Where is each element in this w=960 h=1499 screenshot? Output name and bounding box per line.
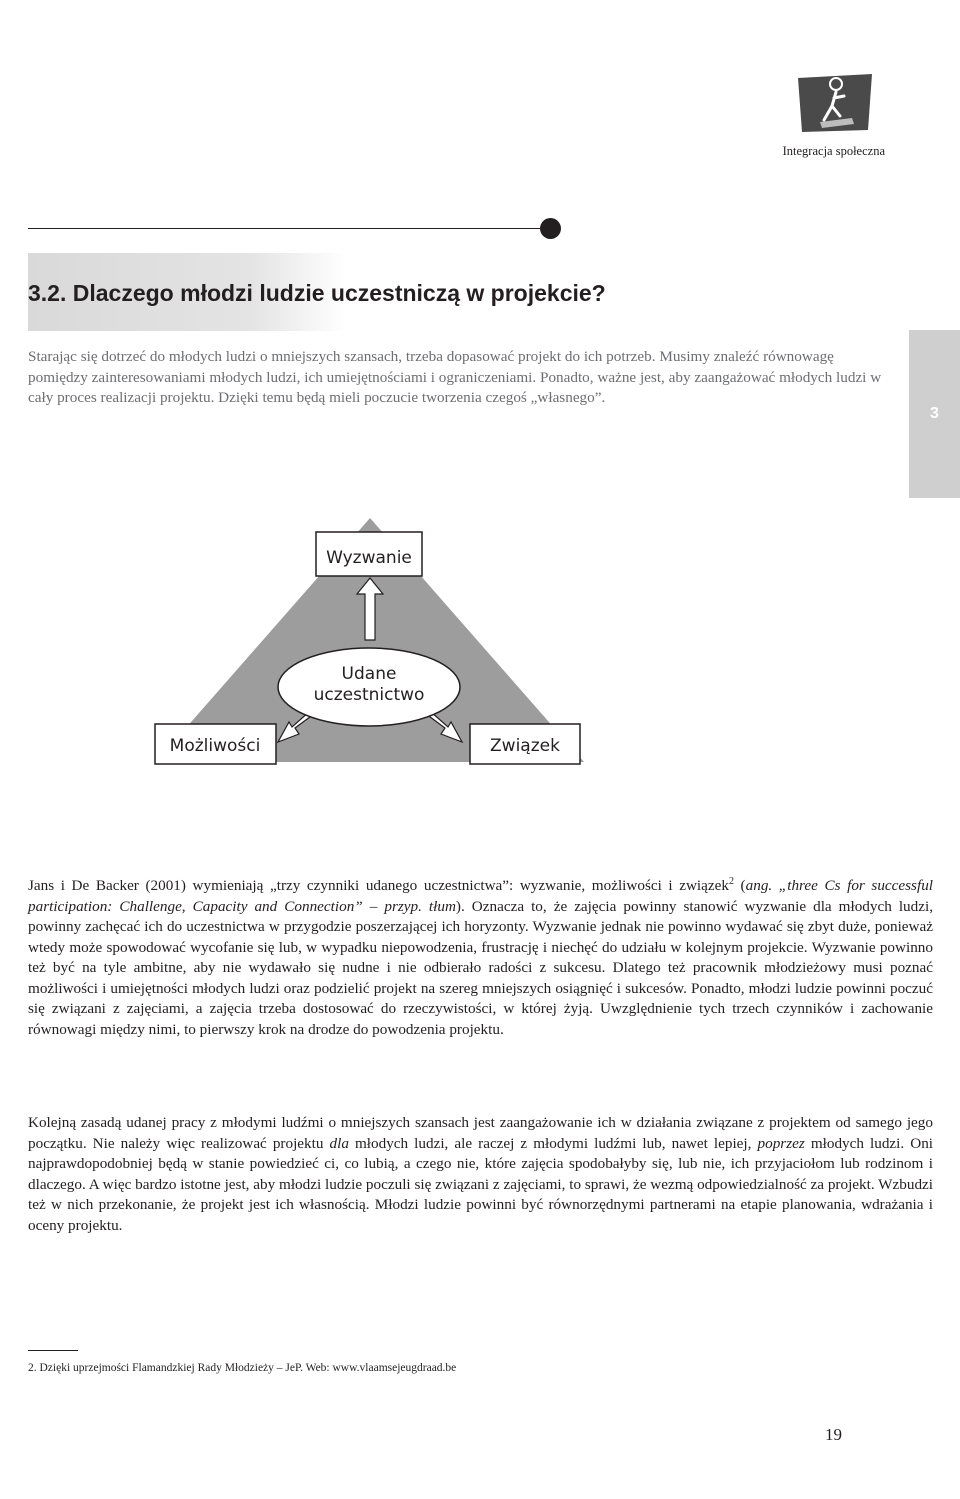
challenge-label: Wyzwanie [326,548,412,568]
p2-part2: młodych ludzi, ale raczej z młodymi ludźmi lub, nawet lepiej, [348,1134,758,1152]
rule-dot [540,218,561,239]
intro-paragraph [28,347,884,409]
footnote-rule [28,1350,78,1351]
page-number: 19 [825,1425,842,1444]
figure-logo-icon [796,72,874,132]
center-label-line2: uczestnictwo [313,685,425,705]
p1-italic: ang. „three Cs for successful participation: Challenge, Capacity and Connection” – przyp. tłum [28,877,934,915]
footnote-ref: 2 [728,875,734,887]
body-paragraph-2 [28,1113,933,1236]
center-label-line1: Udane [341,664,397,684]
p2-part3: młodych ludzi. Oni najprawdopodobniej będą w stanie powiedzieć ci, co lubią, a czego nie, które zajęcia spodobałyby się, lub nie, ich przyjaciołom lub rodzinom i dlaczego. A więc bardzo istotne jest, aby młodzi ludzie poczuli się związani z zajęciami, to sprawi, że wezmą odpowiedzialność za projekt. Wzbudzi też w nich przekonanie, że projekt jest ich własnością. Młodzi ludzie powinni być równorzędnymi partnerami na etapie planowania, wdrażania i oceny projektu. [28,1134,934,1234]
intro-text: Starając się dotrzeć do młodych ludzi o mniejszych szansach, trzeba dopasować projekt do ich potrzeb. Musimy znaleźć równowagę pomiędzy zainteresowaniami młodych ludzi, ich umiejętnościami i ograniczeniami. Ponadto, ważne jest, aby zaangażować młodych ludzi w cały proces realizacji projektu. Dzięki temu będą mieli poczucie tworzenia czegoś „własnego”. [28,348,882,406]
connection-label: Związek [490,736,560,756]
capacity-label: Możliwości [169,736,261,756]
chapter-number: 3 [930,405,939,422]
footnote: 2. Dzięki uprzejmości Flamandzkiej Rady Młodzieży – JeP. Web: www.vlaamsejeugdraad.be [28,1362,457,1374]
p2-italic2: poprzez [757,1134,805,1152]
p2-part1: Kolejną zasadą udanej pracy z młodymi ludźmi o mniejszych szansach jest zaangażowanie ich w działania związane z projektem od samego jego początku. Nie należy więc realizować projektu [28,1114,933,1152]
section-rule [28,228,542,229]
p1-part1: Jans i De Backer (2001) wymieniają „trzy czynniki udanego uczestnictwa”: wyzwanie, możliwości i związek [28,877,729,894]
p1-part3: ). Oznacza to, że zajęcia powinny stanowić wyzwanie dla młodych ludzi, powinny zachęcać ich do uczestnictwa w przygodzie poszerzającej ich horyzonty. Wyzwanie jednak nie powinno wydawać się zbyt duże, ponieważ wtedy może spowodować wycofanie się lub, w wypadku niepowodzenia, frustrację i niechęć do udziału w kolejnym projekcie. Wyzwanie powinno też być na tyle ambitne, aby nie wydawało się nudne i nie odbierało radości z sukcesu. Dlatego też pracownik młodzieżowy musi poznać możliwości i umiejętności młodych ludzi oraz podzielić projekt na szereg mniejszych osiągnięć i sukcesów. Ponadto, młodzi ludzie powinni poczuć się związani z zajęciami, a zajęcia trzeba dostosować do rzeczywistości, w której żyją. Uwzględnienie tych trzech czynników i zachowanie równowagi między nimi, to pierwszy krok na drodze do powodzenia projektu. [28,897,934,1038]
p2-italic1: dla [329,1134,349,1152]
chapter-tab [909,330,960,498]
body-paragraph-1 [28,876,933,1040]
running-header: Integracja społeczna [782,144,885,158]
participation-diagram [150,516,590,772]
p1-part2: ( [733,877,746,894]
section-title: 3.2. Dlaczego młodzi ludzie uczestniczą w projekcie? [28,280,606,306]
